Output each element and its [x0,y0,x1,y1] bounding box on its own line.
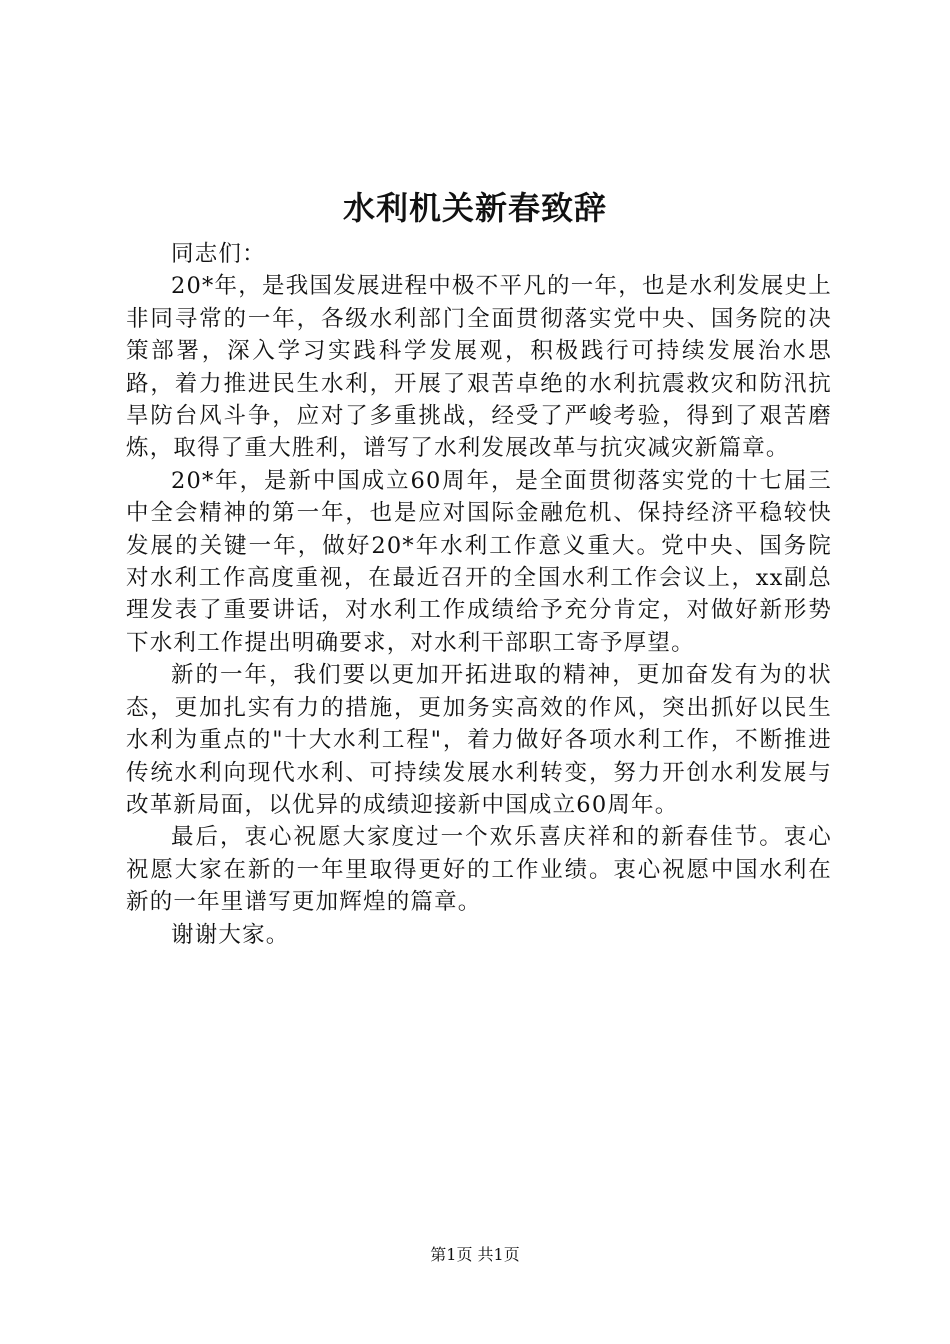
paragraph-4: 最后，衷心祝愿大家度过一个欢乐喜庆祥和的新春佳节。衷心祝愿大家在新的一年里取得更好的工作业绩。衷心祝愿中国水利在新的一年里谱写更加辉煌的篇章。 [126,824,832,916]
paragraph-1: 20*年，是我国发展进程中极不平凡的一年，也是水利发展史上非同寻常的一年，各级水利部门全面贯彻落实党中央、国务院的决策部署，深入学习实践科学发展观，积极践行可持续发展治水思路，着力推进民生水利，开展了艰苦卓绝的水利抗震救灾和防汛抗旱防台风斗争，应对了多重挑战，经受了严峻考验，得到了艰苦磨炼，取得了重大胜利，谱写了水利发展改革与抗灾减灾新篇章。 [126,273,832,462]
page-footer: 第1页 共1页 [430,1245,520,1264]
salutation: 同志们： [171,241,266,267]
paragraph-2: 20*年，是新中国成立60周年，是全面贯彻落实党的十七届三中全会精神的第一年，也是应对国际金融危机、保持经济平稳较快发展的关键一年，做好20*年水利工作意义重大。党中央、国务院对水利工作高度重视，在最近召开的全国水利工作会议上，xx副总理发表了重要讲话，对水利工作成绩给予充分肯定，对做好新形势下水利工作提出明确要求，对水利干部职工寄予厚望。 [126,467,832,656]
closing: 谢谢大家。 [171,921,290,948]
paragraph-3: 新的一年，我们要以更加开拓进取的精神，更加奋发有为的状态，更加扎实有力的措施，更加务实高效的作风，突出抓好以民生水利为重点的"十大水利工程"，着力做好各项水利工作，不断推进传统水利向现代水利、可持续发展水利转变，努力开创水利发展与改革新局面，以优异的成绩迎接新中国成立60周年。 [126,662,832,818]
document-title: 水利机关新春致辞 [342,189,607,227]
document-body [126,238,832,951]
